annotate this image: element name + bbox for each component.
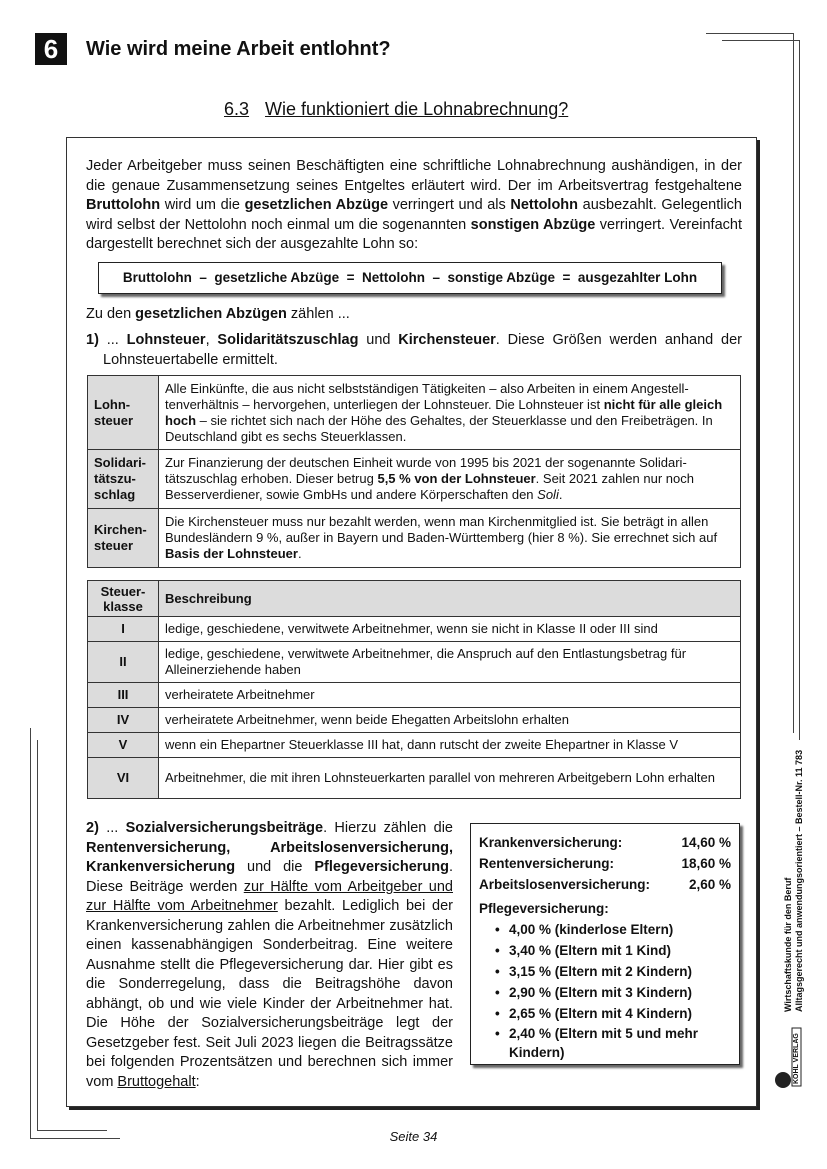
tax-table [87, 375, 741, 568]
corner-line [706, 33, 794, 34]
text: : [195, 1073, 200, 1090]
intro-text: verringert und als [388, 197, 511, 213]
intro-bold: gesetzlichen Abzüge [244, 197, 389, 213]
rate-label: Rentenversicherung: [479, 856, 615, 871]
underlined-text: Bruttogehalt [117, 1073, 196, 1090]
underlined-text: zur Hälfte vom Arbeitgeber und zur Hälfte vom Arbeitnehmer [86, 878, 453, 914]
bold-text: Basis der Lohnsteuer [165, 546, 298, 561]
table-row [88, 733, 741, 758]
page-number: Seite 34 [389, 1129, 438, 1144]
rate-value: 14,60 % [681, 835, 731, 850]
text: . [297, 546, 302, 561]
text: – sie richtet sich nach der Höhe des Gehaltes, der Steuerklasse und den Freibeträgen. In Deutschland gibt es sechs Steuerklassen. [165, 412, 713, 444]
chapter-number: 6 [35, 33, 67, 65]
text: und [358, 332, 399, 348]
point-one [86, 331, 742, 370]
deductions-intro [86, 305, 350, 325]
tax-class: V [88, 733, 159, 758]
list-item: • 3,15 % (Eltern mit 2 Kindern) [509, 961, 731, 982]
intro-text: verringert. Vereinfacht dargestellt berechnet sich der ausgezahlte Lohn so: [86, 216, 742, 252]
text: ... [98, 820, 126, 836]
list-item: • 2,90 % (Eltern mit 3 Kindern) [509, 982, 731, 1003]
rate-value: 2,60 % [688, 877, 731, 892]
bold-text: gesetzlichen Abzügen [135, 306, 287, 322]
sidebar-subtitle: Alltagsgerecht und anwendungsorientiert – Bestell-Nr. 11 783 [794, 749, 804, 1012]
table-row [88, 708, 741, 733]
rate-label: Krankenversicherung: [479, 835, 623, 850]
text: Zur Finanzierung der deutschen Einheit wurde von 1995 bis 2021 der sogenannte Solidaritätszuschlag erhoben. Dieser betrug [165, 455, 687, 486]
corner-line [30, 728, 31, 1138]
care-insurance-list [479, 919, 731, 1062]
text: . Seit 2021 zahlen nur noch Besserverdiener, sowie GmbHs und andere Körperschaften den [165, 471, 694, 502]
table-row [88, 758, 741, 799]
table-row [88, 642, 741, 683]
tax-description [159, 376, 741, 450]
column-header: Beschreibung [159, 581, 741, 617]
tax-class: II [88, 642, 159, 683]
column-header: Steuer- klasse [88, 581, 159, 617]
bold-text: Pflegeversicherung [314, 859, 449, 875]
corner-line [37, 740, 38, 1130]
table-row [88, 376, 741, 450]
corner-line [793, 33, 794, 733]
bold-text: Sozialversicherungsbeiträge [125, 820, 324, 836]
rate-label: Arbeitslosenversicherung: [479, 877, 651, 892]
tax-class-description: verheiratete Arbeitnehmer, wenn beide Ehegatten Arbeitslohn erhalten [159, 708, 741, 733]
intro-text: Jeder Arbeitgeber muss seinen Beschäftigten eine schriftliche Lohnabrechnung aushändigen, in der die genaue Zusammensetzung seines Entgeltes erläutert wird. Der im Arbeitsvertrag festgehaltene [86, 158, 742, 194]
logo-text: KOHL VERLAG [793, 1033, 800, 1084]
tax-class-description: verheiratete Arbeitnehmer [159, 683, 741, 708]
corner-line [722, 40, 800, 41]
tax-label: Solidari- tätszu- schlag [88, 450, 159, 509]
rate-value: 18,60 % [681, 856, 731, 871]
bold-text: 5,5 % von der Lohnsteuer [377, 471, 536, 486]
tax-description [159, 509, 741, 568]
wage-formula: Bruttolohn – gesetzliche Abzüge = Nettolohn – sonstige Abzüge = ausgezahlter Lohn [98, 262, 722, 294]
table-row [88, 617, 741, 642]
tax-class: III [88, 683, 159, 708]
tax-class-description: ledige, geschiedene, verwitwete Arbeitnehmer, wenn sie nicht in Klasse II oder III sind [159, 617, 741, 642]
point-two [86, 819, 453, 1092]
rate-row [479, 853, 731, 874]
point-number: 2) [86, 820, 99, 836]
tax-class-description: Arbeitnehmer, die mit ihren Lohnsteuerkarten parallel von mehreren Arbeitgebern Lohn erhalten [159, 758, 741, 799]
text: und die [235, 859, 315, 875]
intro-bold: Bruttolohn [86, 197, 161, 213]
table-row [88, 509, 741, 568]
intro-bold: sonstigen Abzüge [470, 216, 596, 233]
corner-line [799, 40, 800, 740]
section-heading: Wie funktioniert die Lohnabrechnung? [265, 99, 569, 119]
publisher-logo [772, 1020, 802, 1088]
list-item: • 3,40 % (Eltern mit 1 Kind) [509, 940, 731, 961]
tax-description [159, 450, 741, 509]
text: Die Kirchensteuer muss nur bezahlt werden, wenn man Kirchenmitglied ist. Sie beträgt in allen Bundesländern 9 %, außer in Bayern und Baden-Württemberg (hier 8 %). Sie errechnet sich auf [165, 514, 718, 545]
text: Zu den [86, 306, 136, 322]
text: . Diese Größen werden anhand der Lohnsteuertabelle ermittelt. [103, 332, 742, 368]
text: . Diese Beiträge werden [86, 859, 453, 895]
text: ... [98, 332, 127, 348]
section-number: 6.3 [224, 99, 250, 119]
table-header-row [88, 581, 741, 617]
intro-bold: Nettolohn [510, 197, 579, 213]
list-item: • 2,65 % (Eltern mit 4 Kindern) [509, 1003, 731, 1024]
text: . Hierzu zählen die [323, 820, 453, 836]
intro-text: wird um die [160, 197, 245, 213]
rate-row [479, 832, 731, 853]
text: . [558, 487, 563, 502]
text: zählen ... [286, 306, 350, 322]
table-row [88, 450, 741, 509]
bold-text: Rentenversicherung, Arbeitslosenversicherung, Krankenversicherung [86, 839, 453, 875]
text: bezahlt. Lediglich bei der Krankenversicherung zahlen die Arbeitnehmer zusätzlich einen kassenabhängigen Sonderbeitrag. Eine weitere Ausnahme stellt die Pflegeversicherung dar. Hier gibt es die Sonderregelung, dass die Beitragshöhe davon abhängt, ob und wie viele Kinder der Arbeitnehmer hat. Die Höhe der Sozialversicherungsbeiträge legt der Gesetzgeber fest. Seit Juli 2023 liegen die Beitragssätze bei folgenden Prozentsätzen und berechnen sich immer vom [86, 898, 453, 1090]
sidebar-title: Wirtschaftskunde für den Beruf [783, 877, 793, 1012]
bold-text: Lohnsteuer [126, 332, 206, 348]
tax-class: I [88, 617, 159, 642]
intro-text: ausbezahlt. Gelegentlich wird selbst der Nettolohn noch einmal um die sogenannten [86, 197, 742, 233]
table-row [88, 683, 741, 708]
bold-text: Kirchensteuer [398, 332, 496, 348]
rate-row [479, 874, 731, 895]
intro-paragraph [86, 157, 742, 255]
tax-class: VI [88, 758, 159, 799]
tax-class-description: wenn ein Ehepartner Steuerklasse III hat, dann rutscht der zweite Ehepartner in Klasse V [159, 733, 741, 758]
bold-text: nicht für alle gleich hoch [165, 396, 723, 428]
tax-class: IV [88, 708, 159, 733]
list-item: • 4,00 % (kinderlose Eltern) [509, 919, 731, 940]
text: , [205, 332, 218, 348]
tax-label: Lohn- steuer [88, 376, 159, 450]
contribution-rates-box [470, 823, 740, 1065]
italic-text: Soli [537, 487, 559, 502]
list-item: • 2,40 % (Eltern mit 5 und mehr Kindern) [509, 1024, 731, 1062]
tax-class-table [87, 580, 741, 799]
text: Alle Einkünfte, die aus nicht selbstständigen Tätigkeiten – also Arbeiten in einem Angestelltenverhältnis – hervorgehen, unterliegen der Lohnsteuer. Die Lohnsteuer ist [165, 380, 689, 412]
care-insurance-label: Pflegeversicherung: [479, 901, 609, 916]
point-number: 1) [86, 332, 99, 348]
bold-text: Solidaritätszuschlag [217, 332, 359, 348]
section-title [224, 99, 584, 120]
tax-class-description: ledige, geschiedene, verwitwete Arbeitnehmer, die Anspruch auf den Entlastungsbetrag für Alleinerziehende haben [159, 642, 741, 683]
tax-label: Kirchen- steuer [88, 509, 159, 568]
publisher-sidebar [783, 750, 805, 1012]
chapter-title: Wie wird meine Arbeit entlohnt? [86, 38, 391, 60]
